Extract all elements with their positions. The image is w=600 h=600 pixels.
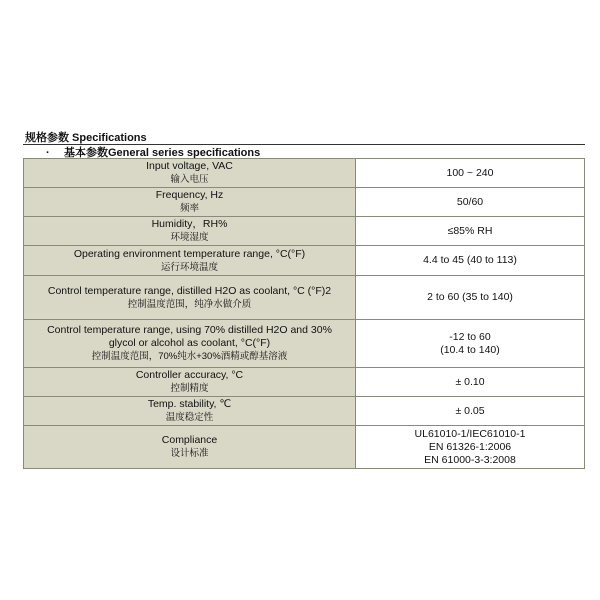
spec-label-cell (24, 246, 356, 276)
spec-label-en: Control temperature range, distilled H2O as coolant, °C (°F)2 (47, 284, 332, 297)
spec-value-cell (356, 246, 585, 276)
spec-label-en: Operating environment temperature range, °C(°F) (73, 247, 306, 260)
spec-label-en: Controller accuracy, °C (135, 369, 244, 381)
table-row (24, 246, 585, 276)
spec-label-en: Humidity，RH% (151, 218, 228, 230)
table-row (24, 426, 585, 469)
bullet-icon: · (46, 147, 50, 159)
table-row (24, 397, 585, 426)
spec-value-cell (356, 426, 585, 469)
spec-label-zh: 温度稳定性 (165, 412, 214, 423)
specifications-table (23, 158, 585, 469)
table-row (24, 188, 585, 217)
spec-value: ± 0.10 (455, 375, 485, 388)
spec-value: 100 ~ 240 (446, 166, 494, 179)
table-row (24, 276, 585, 320)
subsection-title-text: 基本参数General series specifications (64, 147, 261, 159)
spec-value: EN 61326-1:2006 (428, 440, 512, 453)
spec-value: 50/60 (456, 195, 484, 208)
spec-value: EN 61000-3-3:2008 (424, 453, 516, 466)
spec-value-cell (356, 159, 585, 188)
table-row (24, 217, 585, 246)
spec-value: 2 to 60 (35 to 140) (427, 291, 513, 303)
spec-label-zh: 控制温度范围，70%纯水+30%酒精或醇基溶液 (91, 351, 288, 362)
spec-value: ± 0.05 (455, 404, 485, 417)
spec-value-cell (356, 276, 585, 320)
table-row (24, 320, 585, 368)
spec-value-cell (356, 217, 585, 246)
spec-label-cell (24, 188, 356, 217)
spec-label-zh: 控制温度范围，纯净水做介质 (127, 298, 252, 310)
spec-label-cell (24, 159, 356, 188)
spec-label-en: Compliance (161, 434, 218, 446)
spec-label-zh: 设计标准 (170, 448, 209, 459)
spec-label-cell (24, 368, 356, 397)
spec-label-cell (24, 426, 356, 469)
spec-label-cell (24, 320, 356, 368)
spec-value: -12 to 60 (449, 330, 491, 343)
spec-value-cell (356, 188, 585, 217)
table-row (24, 159, 585, 188)
spec-value-cell (356, 320, 585, 368)
spec-label-zh: 运行环境温度 (160, 261, 218, 273)
spec-label-cell (24, 217, 356, 246)
spec-value: ≤85% RH (447, 224, 493, 237)
spec-label-en: Input voltage, VAC (146, 160, 233, 172)
spec-label-zh: 环境湿度 (170, 232, 209, 243)
spec-label-en: Temp. stability, ℃ (147, 398, 232, 410)
spec-label-en: Frequency, Hz (155, 189, 224, 201)
spec-label-zh: 控制精度 (170, 383, 209, 394)
spec-label-en: Control temperature range, using 70% distilled H2O and 30% glycol or alcohol as coolant, °C(°F) (47, 324, 332, 349)
spec-value: UL61010-1/IEC61010-1 (414, 427, 526, 440)
spec-label-zh: 频率 (179, 203, 199, 214)
spec-label-cell (24, 397, 356, 426)
spec-value: (10.4 to 140) (440, 343, 500, 356)
spec-value-cell (356, 368, 585, 397)
spec-label-cell (24, 276, 356, 320)
table-row (24, 368, 585, 397)
spec-value-cell (356, 397, 585, 426)
spec-label-zh: 输入电压 (170, 174, 209, 185)
section-title: 规格参数 Specifications (25, 132, 147, 144)
spec-value: 4.4 to 45 (40 to 113) (423, 254, 517, 266)
